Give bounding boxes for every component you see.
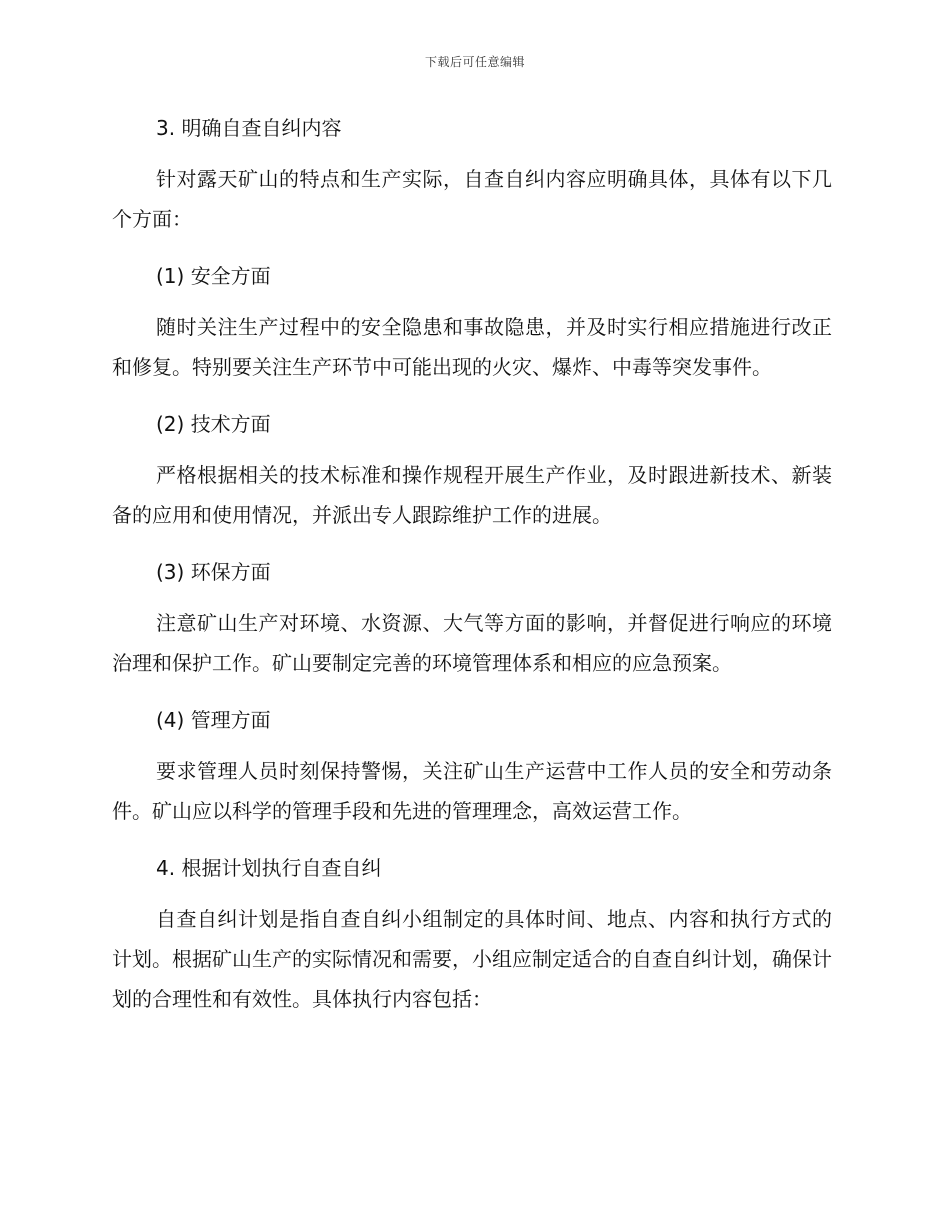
subsection-heading-environment: (3) 环保方面 [156,560,271,584]
body-paragraph: 自查自纠计划是指自查自纠小组制定的具体时间、地点、内容和执行方式的计划。根据矿山生产的实际情况和需要，小组应制定适合的自查自纠计划，确保计划的合理性和有效性。具体执行内容包括： [112,907,832,1011]
body-paragraph: 针对露天矿山的特点和生产实际，自查自纠内容应明确具体，具体有以下几个方面： [112,167,832,231]
document-body [112,112,832,1019]
body-paragraph: 随时关注生产过程中的安全隐患和事故隐患，并及时实行相应措施进行改正和修复。特别要关注生产环节中可能出现的火灾、爆炸、中毒等突发事件。 [112,315,832,379]
page-header: 下载后可任意编辑 [424,55,525,69]
body-paragraph: 要求管理人员时刻保持警惕，关注矿山生产运营中工作人员的安全和劳动条件。矿山应以科学的管理手段和先进的管理理念，高效运营工作。 [112,759,832,823]
body-paragraph: 严格根据相关的技术标准和操作规程开展生产作业，及时跟进新技术、新装备的应用和使用情况，并派出专人跟踪维护工作的进展。 [112,463,832,527]
subsection-heading-safety: (1) 安全方面 [156,264,271,288]
subsection-heading-technology: (2) 技术方面 [156,412,271,436]
body-paragraph: 注意矿山生产对环境、水资源、大气等方面的影响，并督促进行响应的环境治理和保护工作。矿山要制定完善的环境管理体系和相应的应急预案。 [112,611,832,675]
section-heading-4: 4. 根据计划执行自查自纠 [156,856,382,880]
section-heading-3: 3. 明确自查自纠内容 [156,116,342,140]
subsection-heading-management: (4) 管理方面 [156,708,271,732]
